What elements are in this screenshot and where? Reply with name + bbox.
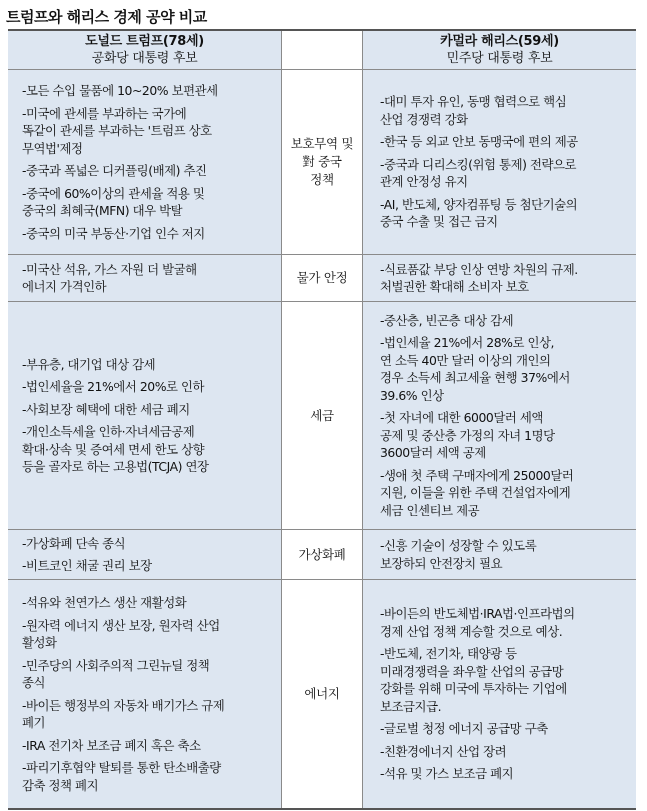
harris-policy-item: -중산층, 빈곤층 대상 감세	[380, 312, 514, 328]
table-row	[8, 580, 636, 810]
trump-policy-item: -사회보장 혜택에 대한 세금 폐지	[22, 401, 190, 417]
page-title: 트럼프와 해리스 경제 공약 비교	[6, 8, 207, 26]
table-row	[8, 302, 636, 530]
trump-name: 도널드 트럼프(78세)	[85, 34, 204, 49]
policy-category-label: 가상화폐	[298, 546, 346, 562]
trump-policy-item: -석유와 천연가스 생산 재활성화	[22, 595, 187, 610]
harris-policy-item: -글로벌 청정 에너지 공급망 구축	[380, 721, 548, 737]
category-header-cell	[281, 31, 363, 69]
trump-policy-item: -가상화폐 단속 종식	[22, 535, 126, 551]
trump-policy-cell	[8, 70, 281, 254]
harris-policy-item: -친환경에너지 산업 장려	[380, 743, 507, 759]
harris-policy-item: -식료품값 부당 인상 연방 차원의 규제. 처벌권한 확대해 소비자 보호	[380, 261, 578, 294]
policy-category	[281, 530, 363, 579]
policy-category-label: 물가 안정	[296, 270, 348, 285]
trump-policy-item: -원자력 에너지 생산 보장, 원자력 산업 활성화	[22, 617, 220, 650]
trump-policy-item: -중국과 폭넓은 디커플링(배제) 추진	[22, 163, 207, 178]
harris-policy-item: -첫 자녀에 대한 6000달러 세액 공제 및 중산층 가정의 자녀 1명당 3600달러 세액 공제	[380, 410, 555, 461]
harris-policy-cell	[363, 70, 636, 254]
trump-policy-cell	[8, 302, 281, 529]
harris-policy-item: -법인세율 21%에서 28%로 인상, 연 소득 40만 달러 이상의 개인의 경우 소득세 최고세율 현행 37%에서 39.6% 인상	[380, 335, 570, 403]
table-row	[8, 530, 636, 580]
trump-policy-item: -개인소득세율 인하·자녀세금공제 확대·상속 및 증여세 면세 한도 상향 등을 골자로 하는 고용법(TCJA) 연장	[22, 424, 209, 474]
trump-policy-cell	[8, 255, 281, 301]
trump-policy-item: -부유층, 대기업 대상 감세	[22, 356, 156, 372]
trump-policy-item: -IRA 전기차 보조금 폐지 혹은 축소	[22, 737, 201, 753]
harris-policy-item: -석유 및 가스 보조금 폐지	[380, 766, 514, 782]
harris-policy-item: -중국과 디리스킹(위험 통제) 전략으로 관계 안정성 유지	[380, 156, 577, 190]
trump-policy-item: -민주당의 사회주의적 그린뉴딜 정책 종식	[22, 657, 210, 690]
harris-policy-item: -AI, 반도체, 양자컴퓨팅 등 첨단기술의 중국 수출 및 접근 금지	[380, 196, 578, 230]
harris-policy-cell	[363, 530, 636, 579]
trump-policy-item: -파리기후협약 탈퇴를 통한 탄소배출량 감축 정책 폐지	[22, 760, 221, 793]
policy-category	[281, 255, 363, 301]
harris-policy-cell	[363, 255, 636, 301]
trump-party: 공화당 대통령 후보	[91, 51, 198, 66]
policy-category-label: 에너지	[304, 686, 340, 701]
trump-policy-item: -모든 수입 물품에 10~20% 보편관세	[22, 83, 218, 98]
harris-policy-item: -한국 등 외교 안보 동맹국에 편의 제공	[380, 134, 578, 150]
trump-policy-item: -바이든 행정부의 자동차 배기가스 규제 폐기	[22, 697, 225, 730]
harris-policy-item: -신흥 기술이 성장할 수 있도록 보장하되 안전장치 필요	[380, 538, 537, 571]
table-body	[8, 70, 636, 810]
harris-policy-cell	[363, 302, 636, 529]
policy-category	[281, 70, 363, 254]
policy-category	[281, 302, 363, 529]
harris-policy-item: -반도체, 전기차, 태양광 등 미래경쟁력을 좌우할 산업의 공급망 강화를 위해 미국에 투자하는 기업에 보조금지급.	[380, 646, 567, 714]
trump-policy-cell	[8, 530, 281, 579]
trump-policy-cell	[8, 580, 281, 808]
trump-policy-item: -미국산 석유, 가스 자원 더 발굴해 에너지 가격인하	[22, 261, 197, 294]
table-header-row	[8, 31, 636, 70]
trump-policy-item: -중국의 미국 부동산·기업 인수 저지	[22, 225, 205, 241]
trump-policy-item: -비트코인 채굴 권리 보장	[22, 558, 152, 573]
table-row	[8, 255, 636, 302]
harris-party: 민주당 대통령 후보	[446, 51, 553, 66]
harris-policy-item: -바이든의 반도체법·IRA법·인프라법의 경제 산업 정책 계승할 것으로 예상.	[380, 606, 575, 639]
trump-header-cell	[8, 31, 281, 69]
harris-name: 카멀라 해리스(59세)	[440, 34, 559, 49]
policy-category	[281, 580, 363, 808]
harris-policy-item: -생애 첫 주택 구매자에게 25000달러 지원, 이들을 위한 주택 건설업자에게 세금 인센티브 제공	[380, 467, 574, 518]
harris-policy-cell	[363, 580, 636, 808]
trump-policy-item: -미국에 관세를 부과하는 국가에 똑같이 관세를 부과하는 '트럼프 상호 무역법'제정	[22, 105, 212, 156]
policy-category-label: 세금	[310, 407, 334, 423]
table-row	[8, 70, 636, 255]
trump-policy-item: -법인세율을 21%에서 20%로 인하	[22, 379, 205, 394]
comparison-table	[8, 29, 636, 810]
harris-policy-item: -대미 투자 유인, 동맹 협력으로 핵심 산업 경쟁력 강화	[380, 94, 567, 127]
policy-category-label: 보호무역 및 對 중국 정책	[290, 136, 354, 187]
harris-header-cell	[363, 31, 636, 69]
trump-policy-item: -중국에 60%이상의 관세율 적용 및 중국의 최혜국(MFN) 대우 박탈	[22, 185, 205, 218]
